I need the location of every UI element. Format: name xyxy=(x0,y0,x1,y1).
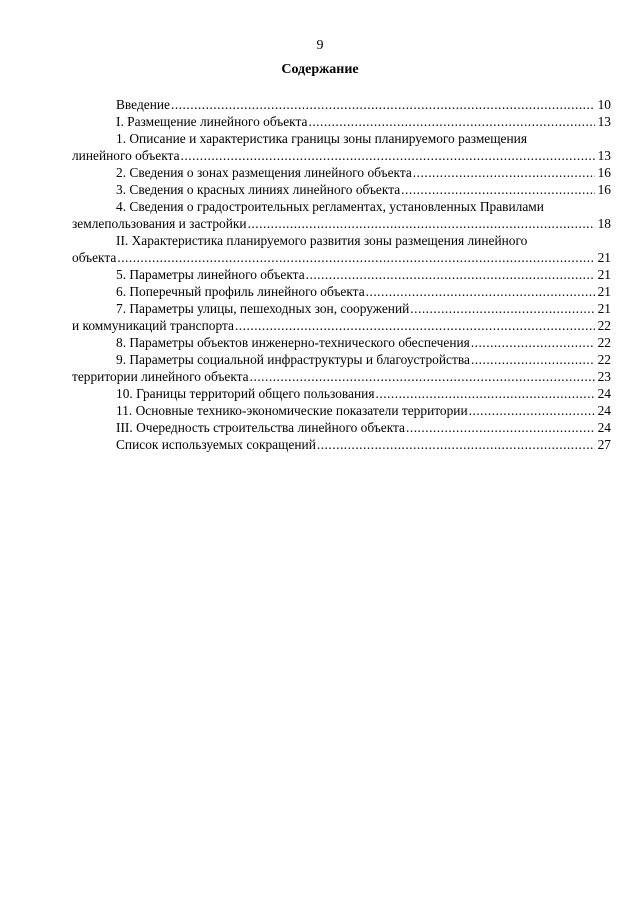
toc-entry-page: 21 xyxy=(597,267,611,282)
toc-entry[interactable] xyxy=(72,419,611,436)
toc-entry-text: 4. Сведения о градостроительных регламентах, установленных Правилами xyxy=(116,199,544,214)
table-of-contents xyxy=(72,96,611,453)
toc-entry-page: 22 xyxy=(597,318,611,333)
toc-entry-text: 7. Параметры улицы, пешеходных зон, сооружений xyxy=(116,301,410,316)
toc-entry[interactable] xyxy=(72,130,611,147)
toc-entry[interactable] xyxy=(72,436,611,453)
toc-entry[interactable] xyxy=(72,232,611,249)
toc-leader-dots xyxy=(306,266,595,283)
toc-leader-dots xyxy=(471,334,595,351)
toc-entry-text: 6. Поперечный профиль линейного объекта xyxy=(116,284,365,299)
toc-entry-text: 5. Параметры линейного объекта xyxy=(116,267,305,282)
toc-entry-page: 23 xyxy=(597,369,611,384)
toc-entry[interactable] xyxy=(72,300,611,317)
toc-entry-text: I. Размещение линейного объекта xyxy=(116,114,308,129)
toc-entry-text: 2. Сведения о зонах размещения линейного объекта xyxy=(116,165,412,180)
toc-entry-page: 22 xyxy=(597,335,611,350)
toc-entry-text: линейного объекта xyxy=(72,148,180,163)
toc-leader-dots xyxy=(376,385,596,402)
toc-entry-page: 24 xyxy=(597,403,611,418)
toc-entry-text: II. Характеристика планируемого развития зоны размещения линейного xyxy=(116,233,528,248)
toc-leader-dots xyxy=(406,419,595,436)
toc-entry[interactable] xyxy=(72,215,611,232)
toc-entry-page: 16 xyxy=(597,165,611,180)
toc-leader-dots xyxy=(117,249,595,266)
toc-entry-page: 10 xyxy=(597,97,611,112)
toc-entry-text: территории линейного объекта xyxy=(72,369,249,384)
toc-entry-page: 16 xyxy=(597,182,611,197)
toc-entry[interactable] xyxy=(72,266,611,283)
toc-entry[interactable] xyxy=(72,181,611,198)
toc-leader-dots xyxy=(413,164,595,181)
toc-entry-text: 1. Описание и характеристика границы зоны планируемого размещения xyxy=(116,131,527,146)
toc-entry[interactable] xyxy=(72,198,611,215)
toc-entry-page: 24 xyxy=(597,386,611,401)
toc-entry[interactable] xyxy=(72,334,611,351)
toc-entry-page: 13 xyxy=(597,148,611,163)
toc-leader-dots xyxy=(248,215,595,232)
toc-leader-dots xyxy=(469,402,595,419)
toc-entry[interactable] xyxy=(72,113,611,130)
toc-entry-page: 18 xyxy=(597,216,611,231)
toc-leader-dots xyxy=(181,147,595,164)
toc-leader-dots xyxy=(366,283,595,300)
page-number: 9 xyxy=(316,38,324,53)
toc-leader-dots xyxy=(401,181,595,198)
toc-entry[interactable] xyxy=(72,385,611,402)
toc-entry-text: землепользования и застройки xyxy=(72,216,247,231)
toc-entry-text: объекта xyxy=(72,250,117,265)
toc-entry[interactable] xyxy=(72,283,611,300)
toc-entry-page: 24 xyxy=(597,420,611,435)
toc-entry[interactable] xyxy=(72,317,611,334)
toc-entry-text: 10. Границы территорий общего пользования xyxy=(116,386,375,401)
toc-leader-dots xyxy=(308,113,595,130)
toc-leader-dots xyxy=(171,96,595,113)
toc-entry-text: 8. Параметры объектов инженерно-технического обеспечения xyxy=(116,335,470,350)
toc-entry-page: 13 xyxy=(597,114,611,129)
toc-entry-text: 9. Параметры социальной инфраструктуры и благоустройства xyxy=(116,352,470,367)
toc-entry-text: Список используемых сокращений xyxy=(116,437,316,452)
toc-entry[interactable] xyxy=(72,402,611,419)
toc-entry-page: 21 xyxy=(597,284,611,299)
toc-entry-page: 21 xyxy=(597,250,611,265)
toc-entry-text: Введение xyxy=(116,97,170,112)
toc-entry-text: 3. Сведения о красных линиях линейного объекта xyxy=(116,182,401,197)
toc-entry[interactable] xyxy=(72,96,611,113)
toc-leader-dots xyxy=(410,300,595,317)
toc-entry[interactable] xyxy=(72,351,611,368)
toc-leader-dots xyxy=(235,317,595,334)
toc-entry-text: и коммуникаций транспорта xyxy=(72,318,234,333)
toc-leader-dots xyxy=(471,351,595,368)
toc-entry[interactable] xyxy=(72,164,611,181)
toc-entry[interactable] xyxy=(72,249,611,266)
toc-leader-dots xyxy=(317,436,595,453)
toc-entry-text: 11. Основные технико-экономические показатели территории xyxy=(116,403,468,418)
page-title: Содержание xyxy=(281,62,359,77)
toc-leader-dots xyxy=(250,368,595,385)
toc-entry-text: III. Очередность строительства линейного объекта xyxy=(116,420,405,435)
toc-entry-page: 22 xyxy=(597,352,611,367)
toc-entry[interactable] xyxy=(72,368,611,385)
toc-entry-page: 21 xyxy=(597,301,611,316)
toc-entry[interactable] xyxy=(72,147,611,164)
toc-entry-page: 27 xyxy=(597,437,611,452)
